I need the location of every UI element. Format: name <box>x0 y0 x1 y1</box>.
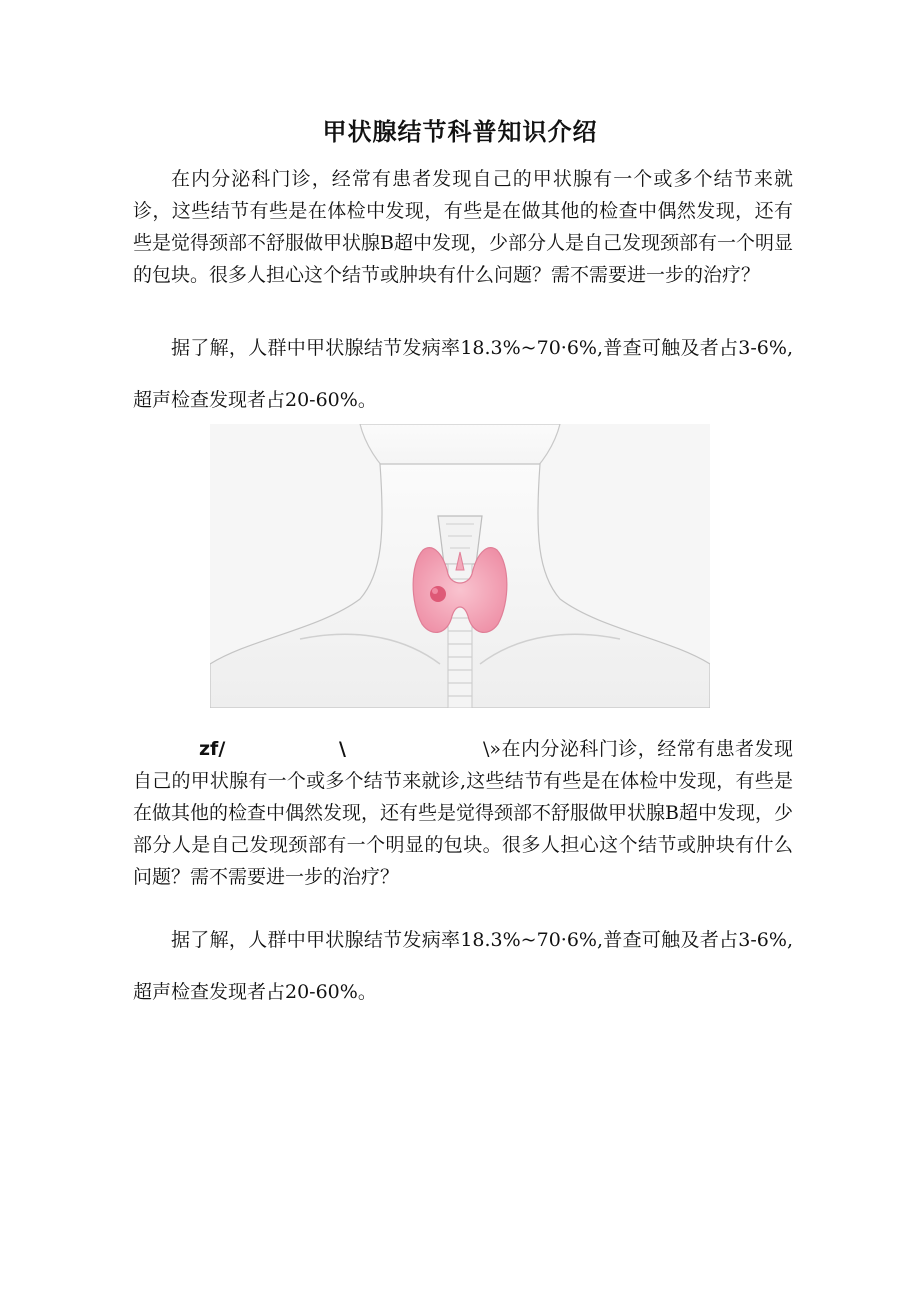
thyroid-nodule <box>430 586 446 602</box>
page-title: 甲状腺结节科普知识介绍 <box>322 118 598 146</box>
ocr-artifact-c: \» <box>483 738 502 760</box>
repeated-statistics-paragraph: 据了解，人群中甲状腺结节发病率18.3%~70·6%,普查可触及者占3-6%,超声检查发现者占20-60%。 <box>133 929 793 1003</box>
intro-paragraph: 在内分泌科门诊，经常有患者发现自己的甲状腺有一个或多个结节来就诊，这些结节有些是在体检中发现，有些是在做其他的检查中偶然发现，还有些是觉得颈部不舒服做甲状腺B超中发现，少部分人是自己发现颈部有一个明显的包块。很多人担心这个结节或肿块有什么问题？需不需要进一步的治疗？ <box>133 168 793 286</box>
thyroid-neck-drawing <box>210 424 710 708</box>
ocr-artifact-b: \ <box>339 738 346 760</box>
ocr-artifact-a: zf/ <box>199 738 226 760</box>
repeated-paragraph-body: 在内分泌科门诊，经常有患者发现自己的甲状腺有一个或多个结节来就诊,这些结节有些是在体检中发现，有些是在做其他的检查中偶然发现，还有些是觉得颈部不舒服做甲状腺B超中发现，少部分人是自己发现颈部有一个明显的包块。很多人担心这个结节或肿块有什么问题？需不需要进一步的治疗？ <box>133 738 793 888</box>
nodule-highlight <box>432 588 438 594</box>
thyroid-illustration <box>210 424 710 708</box>
statistics-paragraph: 据了解，人群中甲状腺结节发病率18.3%~70·6%,普查可触及者占3-6%,超声检查发现者占20-60%。 <box>133 337 793 411</box>
repeated-paragraph <box>133 733 793 893</box>
